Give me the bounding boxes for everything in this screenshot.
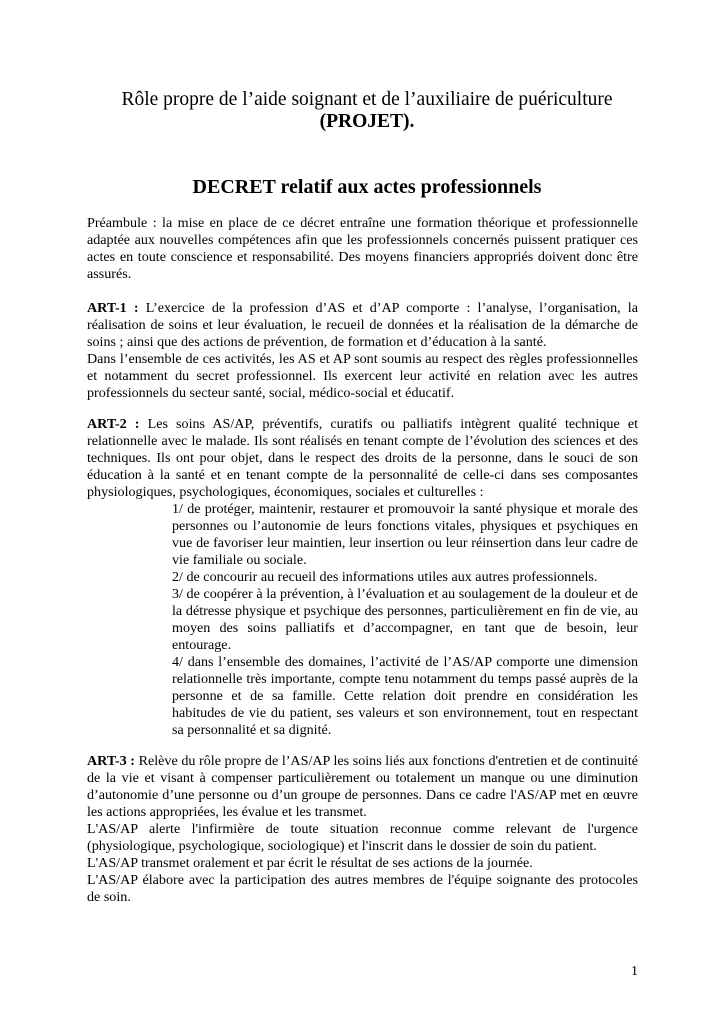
article-3-label: ART-3 : [87,753,135,769]
preamble-text: Préambule : la mise en place de ce décret entraîne une formation théorique et professionnelle adaptée aux nouvelles compétences afin que les professionnels concernés puissent pratiquer ces actes en toute conscience et responsabilité. Des moyens financiers appropriés doivent donc être assurés. [87,215,638,282]
document-title: Rôle propre de l’aide soignant et de l’auxiliaire de puériculture [121,89,613,110]
article-1-label: ART-1 : [87,300,139,316]
document-subtitle: (PROJET). [319,111,415,132]
article-2-item-1: 1/ de protéger, maintenir, restaurer et promouvoir la santé physique et morale des personnes ou l’autonomie de leurs fonctions vitales, physiques et psychiques en vue de favoriser leur maintien, leur insertion ou leur réinsertion dans leur cadre de vie familiale ou sociale. [172,501,638,568]
article-2-paragraph [87,416,638,501]
article-1-paragraph-2: Dans l’ensemble de ces activités, les AS et AP sont soumis au respect des règles professionnelles et notamment du secret professionnel. Ils exercent leur activité en relation avec les autres professionnels du secteur santé, social, médico-social et éducatif. [87,351,638,401]
article-3-line-2: L'AS/AP transmet oralement et par écrit le résultat de ses actions de la journée. [87,855,533,871]
article-2-text: Les soins AS/AP, préventifs, curatifs ou palliatifs intègrent qualité technique et relationnelle avec le malade. Ils sont réalisés en tenant compte de l’évolution des sciences et des techniques. Ils ont pour objet, dans le respect des droits de la personne, dans le souci de son éducation à la santé et en tenant compte de la personnalité de celle-ci dans ses composantes physiologiques, psychologiques, économiques, sociales et culturelles : [87,416,638,500]
article-2 [87,416,638,501]
decree-heading: DECRET relatif aux actes professionnels [192,176,542,198]
article-2-item-3: 3/ de coopérer à la prévention, à l’évaluation et au soulagement de la douleur et de la détresse physique et psychique des personnes, particulièrement en fin de vie, au moyen des soins palliatifs et d’accompagner, en tant que de besoin, leur entourage. [172,586,638,653]
article-3-paragraph [87,753,638,821]
article-1 [87,300,638,402]
article-2-item-2: 2/ de concourir au recueil des informations utiles aux autres professionnels. [172,569,598,585]
article-2-list [172,501,638,739]
article-1-paragraph [87,300,638,351]
article-2-item-4: 4/ dans l’ensemble des domaines, l’activité de l’AS/AP comporte une dimension relationnelle très importante, compte tenu notamment du temps passé auprès de la personne et de sa famille. Cette relation doit prendre en considération les habitudes de vie du patient, ses valeurs et son environnement, tout en respectant sa personnalité et sa dignité. [172,654,638,738]
article-3-line-3: L'AS/AP élabore avec la participation des autres membres de l'équipe soignante des protocoles de soin. [87,872,638,905]
article-3-line-1: L'AS/AP alerte l'infirmière de toute situation reconnue comme relevant de l'urgence (physiologique, psychologique, sociologique) et l'inscrit dans le dossier de soin du patient. [87,821,638,854]
page-number: 1 [631,964,638,979]
article-3-text: Relève du rôle propre de l’AS/AP les soins liés aux fonctions d'entretien et de continuité de la vie et visant à compenser particulièrement ou totalement un manque ou une diminution d’autonomie d’une personne ou d’un groupe de personnes. Dans ce cadre l'AS/AP met en œuvre les actions appropriées, les évalue et les transmet. [87,753,638,820]
preamble [87,215,638,283]
article-1-text: L’exercice de la profession d’AS et d’AP comporte : l’analyse, l’organisation, la réalisation de soins et leur évaluation, le recueil de données et la réalisation de la démarche de soins ; ainsi que des actions de prévention, de formation et d’éducation à la santé. [87,300,638,350]
article-2-label: ART-2 : [87,416,140,432]
article-3 [87,753,638,906]
